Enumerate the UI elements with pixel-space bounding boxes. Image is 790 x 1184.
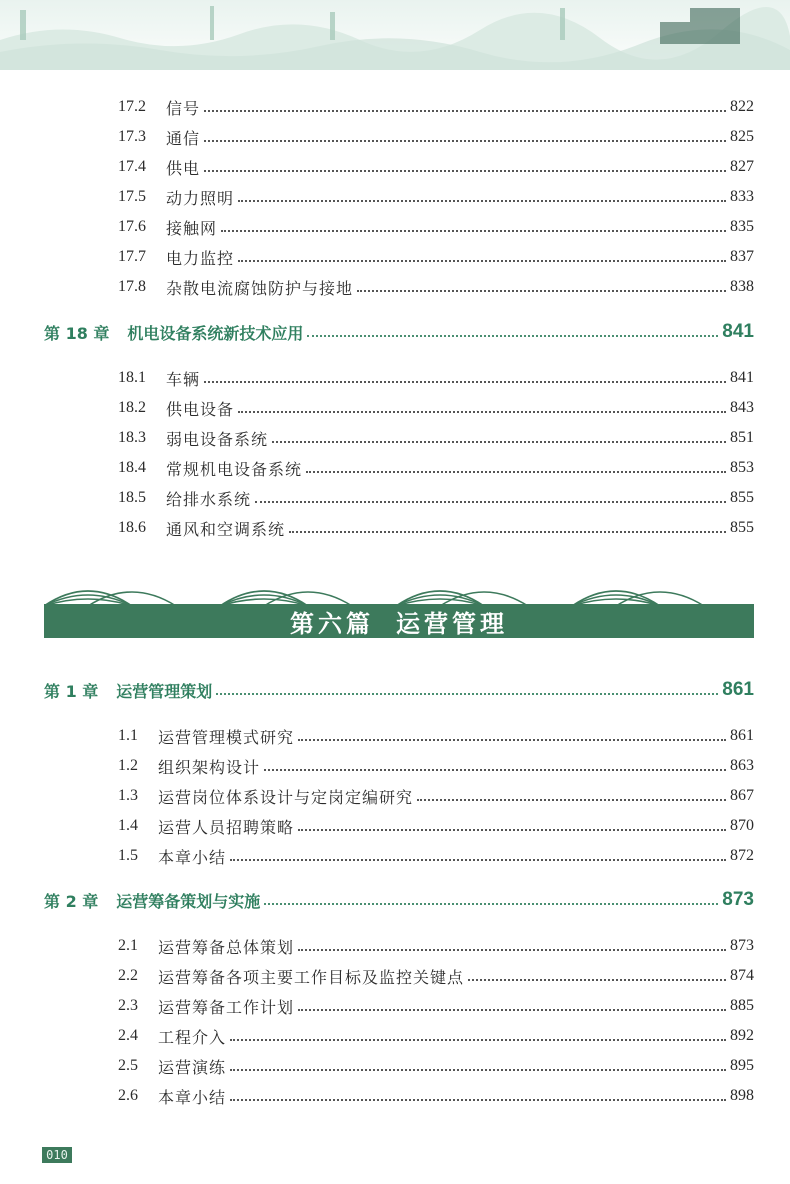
toc-entry[interactable]: [118, 242, 754, 272]
section-number: 2.6: [118, 1087, 138, 1104]
page-number-badge: 010: [42, 1147, 72, 1163]
toc-entry[interactable]: [118, 1051, 754, 1081]
section-title: 通风和空调系统: [166, 519, 286, 539]
page-reference: 895: [730, 1057, 754, 1074]
chapter-page-reference: 841: [722, 321, 754, 342]
dot-leader: [238, 411, 726, 413]
toc-entry[interactable]: [118, 721, 754, 751]
dot-leader: [307, 335, 718, 337]
toc-entry[interactable]: [118, 513, 754, 543]
dot-leader: [272, 441, 726, 443]
dot-leader: [238, 200, 726, 202]
dot-leader: [298, 739, 726, 741]
dot-leader: [264, 769, 726, 771]
toc-entry[interactable]: [118, 841, 754, 871]
section-title: 电力监控: [166, 248, 235, 268]
dot-leader: [204, 110, 726, 112]
toc-entry[interactable]: [118, 1021, 754, 1051]
toc-entry[interactable]: [118, 453, 754, 483]
part-title: 运营管理: [396, 608, 508, 638]
section-number: 1.1: [118, 727, 138, 744]
toc-entry[interactable]: [118, 92, 754, 122]
section-title: 运营岗位体系设计与定岗定编研究: [158, 787, 414, 807]
dot-leader: [230, 1039, 726, 1041]
dot-leader: [357, 290, 726, 292]
toc-entry[interactable]: [118, 122, 754, 152]
toc-entry[interactable]: [118, 991, 754, 1021]
toc-entry[interactable]: [118, 781, 754, 811]
dot-leader: [204, 140, 726, 142]
toc-entry[interactable]: [118, 182, 754, 212]
section-number: 17.8: [118, 278, 146, 295]
dot-leader: [264, 903, 718, 905]
section-number: 18.3: [118, 429, 146, 446]
section-number: 1.3: [118, 787, 138, 804]
page-reference: 841: [730, 369, 754, 386]
header-landscape-illustration: [0, 0, 790, 70]
dot-leader: [468, 979, 726, 981]
page-reference: 838: [730, 278, 754, 295]
dot-leader: [289, 531, 726, 533]
section-title: 运营演练: [158, 1057, 227, 1077]
dot-leader: [306, 471, 726, 473]
chapter-title: 运营管理策划: [116, 681, 213, 701]
section-title: 运营人员招聘策略: [158, 817, 295, 837]
toc-entry[interactable]: [118, 363, 754, 393]
section-number: 2.5: [118, 1057, 138, 1074]
page-reference: 825: [730, 128, 754, 145]
chapter-title: 机电设备系统新技术应用: [127, 323, 304, 343]
section-title: 本章小结: [158, 1087, 227, 1107]
chapter-page-reference: 861: [722, 679, 754, 700]
toc-entry[interactable]: [118, 393, 754, 423]
dot-leader: [298, 829, 726, 831]
section-title: 运营筹备工作计划: [158, 997, 295, 1017]
dot-leader: [216, 693, 718, 695]
section-number: 1.4: [118, 817, 138, 834]
toc-entry[interactable]: [118, 483, 754, 513]
header-decoration: [0, 0, 790, 70]
section-title: 供电: [166, 158, 201, 178]
section-number: 18.2: [118, 399, 146, 416]
chapter-number: 第 2 章: [44, 891, 99, 911]
dot-leader: [230, 859, 726, 861]
section-title: 弱电设备系统: [166, 429, 269, 449]
section-title: 运营管理模式研究: [158, 727, 295, 747]
page-reference: 833: [730, 188, 754, 205]
section-number: 2.3: [118, 997, 138, 1014]
page-reference: 853: [730, 459, 754, 476]
dot-leader: [230, 1099, 726, 1101]
page-reference: 855: [730, 489, 754, 506]
page-reference: 867: [730, 787, 754, 804]
part-banner: [44, 572, 754, 638]
dot-leader: [204, 170, 726, 172]
dot-leader: [298, 1009, 726, 1011]
chapter-heading[interactable]: [44, 884, 754, 916]
section-number: 18.4: [118, 459, 146, 476]
section-title: 信号: [166, 98, 201, 118]
dot-leader: [298, 949, 726, 951]
section-number: 2.1: [118, 937, 138, 954]
page-reference: 822: [730, 98, 754, 115]
section-number: 2.2: [118, 967, 138, 984]
page-reference: 835: [730, 218, 754, 235]
toc-entry[interactable]: [118, 961, 754, 991]
section-title: 杂散电流腐蚀防护与接地: [166, 278, 354, 298]
dot-leader: [204, 381, 726, 383]
section-title: 车辆: [166, 369, 201, 389]
section-title: 运营筹备各项主要工作目标及监控关键点: [158, 967, 465, 987]
section-number: 17.2: [118, 98, 146, 115]
chapter-heading[interactable]: [44, 674, 754, 706]
toc-entry[interactable]: [118, 811, 754, 841]
toc-entry[interactable]: [118, 272, 754, 302]
toc-entry[interactable]: [118, 212, 754, 242]
section-title: 运营筹备总体策划: [158, 937, 295, 957]
page-reference: 837: [730, 248, 754, 265]
section-title: 常规机电设备系统: [166, 459, 303, 479]
page-reference: 872: [730, 847, 754, 864]
toc-entry[interactable]: [118, 423, 754, 453]
page-reference: 892: [730, 1027, 754, 1044]
section-number: 17.3: [118, 128, 146, 145]
toc-entry[interactable]: [118, 751, 754, 781]
section-number: 17.6: [118, 218, 146, 235]
toc-entry[interactable]: [118, 931, 754, 961]
section-title: 动力照明: [166, 188, 235, 208]
page-reference: 851: [730, 429, 754, 446]
dot-leader: [417, 799, 726, 801]
section-number: 18.1: [118, 369, 146, 386]
section-title: 组织架构设计: [158, 757, 261, 777]
section-number: 1.2: [118, 757, 138, 774]
part-label: 第六篇: [290, 608, 374, 638]
page-reference: 855: [730, 519, 754, 536]
toc-entry[interactable]: [118, 1081, 754, 1111]
toc-entry[interactable]: [118, 152, 754, 182]
page-reference: 861: [730, 727, 754, 744]
chapter-number: 第 18 章: [44, 323, 110, 343]
dot-leader: [230, 1069, 726, 1071]
page-reference: 863: [730, 757, 754, 774]
section-number: 17.7: [118, 248, 146, 265]
page-reference: 874: [730, 967, 754, 984]
chapter-heading[interactable]: [44, 316, 754, 348]
section-number: 17.5: [118, 188, 146, 205]
section-title: 通信: [166, 128, 201, 148]
dot-leader: [255, 501, 726, 503]
dot-leader: [238, 260, 726, 262]
section-number: 2.4: [118, 1027, 138, 1044]
chapter-title: 运营筹备策划与实施: [116, 891, 261, 911]
page-reference: 885: [730, 997, 754, 1014]
chapter-page-reference: 873: [722, 889, 754, 910]
section-number: 17.4: [118, 158, 146, 175]
section-title: 给排水系统: [166, 489, 252, 509]
dot-leader: [221, 230, 726, 232]
section-number: 18.5: [118, 489, 146, 506]
section-number: 18.6: [118, 519, 146, 536]
page-reference: 827: [730, 158, 754, 175]
page-reference: 898: [730, 1087, 754, 1104]
chapter-number: 第 1 章: [44, 681, 99, 701]
section-title: 本章小结: [158, 847, 227, 867]
section-title: 工程介入: [158, 1027, 227, 1047]
section-title: 供电设备: [166, 399, 235, 419]
section-title: 接触网: [166, 218, 218, 238]
page-reference: 843: [730, 399, 754, 416]
part-title-bar[interactable]: [44, 604, 754, 638]
page-reference: 870: [730, 817, 754, 834]
section-number: 1.5: [118, 847, 138, 864]
page-reference: 873: [730, 937, 754, 954]
